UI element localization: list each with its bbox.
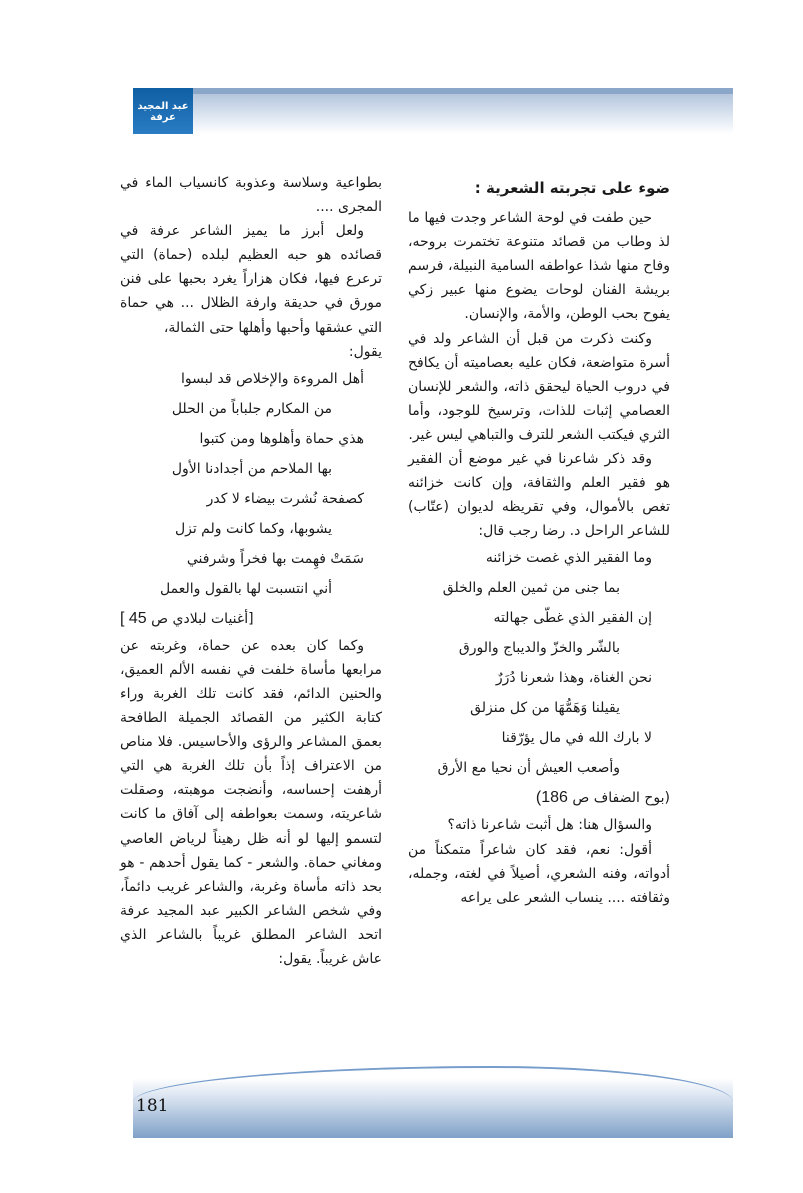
verse-line: أني انتسبت لها بالقول والعمل [160,580,332,597]
section-title: ضوء على تجربته الشعرية : [474,179,670,197]
paragraph: وكنت ذكرت من قبل أن الشاعر ولد في أسرة متواضعة، فكان عليه بعصاميته أن يكافح في دروب الحياة ليحقق ذاته، والشعر للإنسان العصامي إثبات للذات، وترسيخ للوجود، وأما الثري فيكتب الشعر للترف والتباهي ليس غير. [408,330,670,443]
source-citation [408,783,670,813]
header-band [133,88,733,134]
footer-swoosh [133,1066,733,1102]
verse-line: وأصعب العيش أن نحيا مع الأرق [437,760,620,777]
verse-line: بما جنى من ثمين العلم والخلق [442,580,620,597]
source-citation [120,604,382,634]
verse-line: هذي حماة وأهلوها ومن كتبوا [199,430,364,447]
verse-line: إن الفقير الذي غطّى جهالته [493,610,652,627]
source-text: [أغنيات لبلادي ص [151,610,254,627]
verse-line: بها الملاحم من أجدادنا الأول [171,460,332,477]
verse-line: لا بارك الله في مال يؤرّقنا [501,730,652,747]
left-column [120,171,382,971]
paragraph: وقد ذكر شاعرنا في غير موضع أن الفقير هو فقير العلم والثقافة، وإن كانت خزائنه تغص بالأموال، وفي تقريظه لديوان (عتّاب) للشاعر الراحل د. رضا رجب قال: [408,451,670,540]
header-stripe [193,88,733,94]
verse-line: بالشّر والخزّ والديباج والورق [458,640,620,657]
right-column [408,176,670,910]
verse-line: سَمَتْ فهِمت بها فخراً وشرفني [186,550,364,567]
paragraph: والسؤال هنا: هل أثبت شاعرنا ذاته؟ [447,817,652,834]
author-name: عبد المجيد عرفة [137,101,189,123]
page-number: 181 [136,1096,169,1116]
say-label: يقول: [348,343,382,360]
verse-line: أهل المروءة والإخلاص قد لبسوا [180,370,364,387]
verse-line: يقيلنا وَهَمُّهَا من كل منزلق [470,700,620,717]
paragraph: بطواعية وسلاسة وعذوبة كانسياب الماء في المجرى .... [120,175,382,216]
verse-line: نحن الغناة، وهذا شعرنا دُرَرٌ [495,670,652,687]
paragraph: وكما كان بعده عن حماة، وغربته عن مرابعها مأساة خلفت في نفسه الألم العميق، والحنين الدائم، فقد كانت تلك الغربة وراء كتابة الكثير من القصائد الجميلة الطافحة بعمق المشاعر والرؤى والأحاسيس. فلا مناص من الاعتراف إذاً بأن تلك الغربة هي التي أرهفت إحساسه، وأنضجت موهبته، وصقلت شاعريته، وسمت بعواطفه إلى آفاق ما كانت لتسمو إليها لو أنه ظل رهيناً لرياض العاصي ومغاني حماة. والشعر - كما يقول أحدهم - هو بحد ذاته مأساة وغربة، والشاعر غريب دائماً، وفي شخص الشاعر الكبير عبد المجيد عرفة اتحد الشاعر المطلق غريباً بالشاعر الذي عاش غريباً. يقول: [120,637,382,967]
source-page: 186) [535,789,568,807]
verse-line: من المكارم جلباباً من الحلل [171,400,332,417]
paragraph: أقول: نعم، فقد كان شاعراً متمكناً من أدواته، وفنه الشعري، أصيلاً في لغته، وجمله، وثقافته .... ينساب الشعر على يراعه [408,841,670,906]
paragraph: ولعل أبرز ما يميز الشاعر عرفة في قصائده هو حبه العظيم لبلده (حماة) التي ترعرع فيها، فكان هزاراً يغرد بحبها على فنن مورق في حديقة وارفة الظلال ... هي حماة التي عشقها وأحبها وأهلها حتى الثمالة، [120,223,382,336]
paragraph: حين طفت في لوحة الشاعر وجدت فيها ما لذ وطاب من قصائد متنوعة تختمرت بروحه، وفاح منها شذا عواطفه السامية النبيلة، فرسم بريشة الفنان لوحات يضوع منها عبير زكي يفوح بحب الوطن، والأمة، والإنسان. [408,210,670,323]
source-page: 45 ] [120,609,147,627]
source-text: (بوح الضفاف ص [572,790,670,807]
verse-line: كصفحة نُشرت بيضاء لا كدر [206,490,364,507]
verse-line: وما الفقير الذي غصت خزائنه [485,550,652,567]
verse-line: يشوبها، وكما كانت ولم تزل [174,520,332,537]
